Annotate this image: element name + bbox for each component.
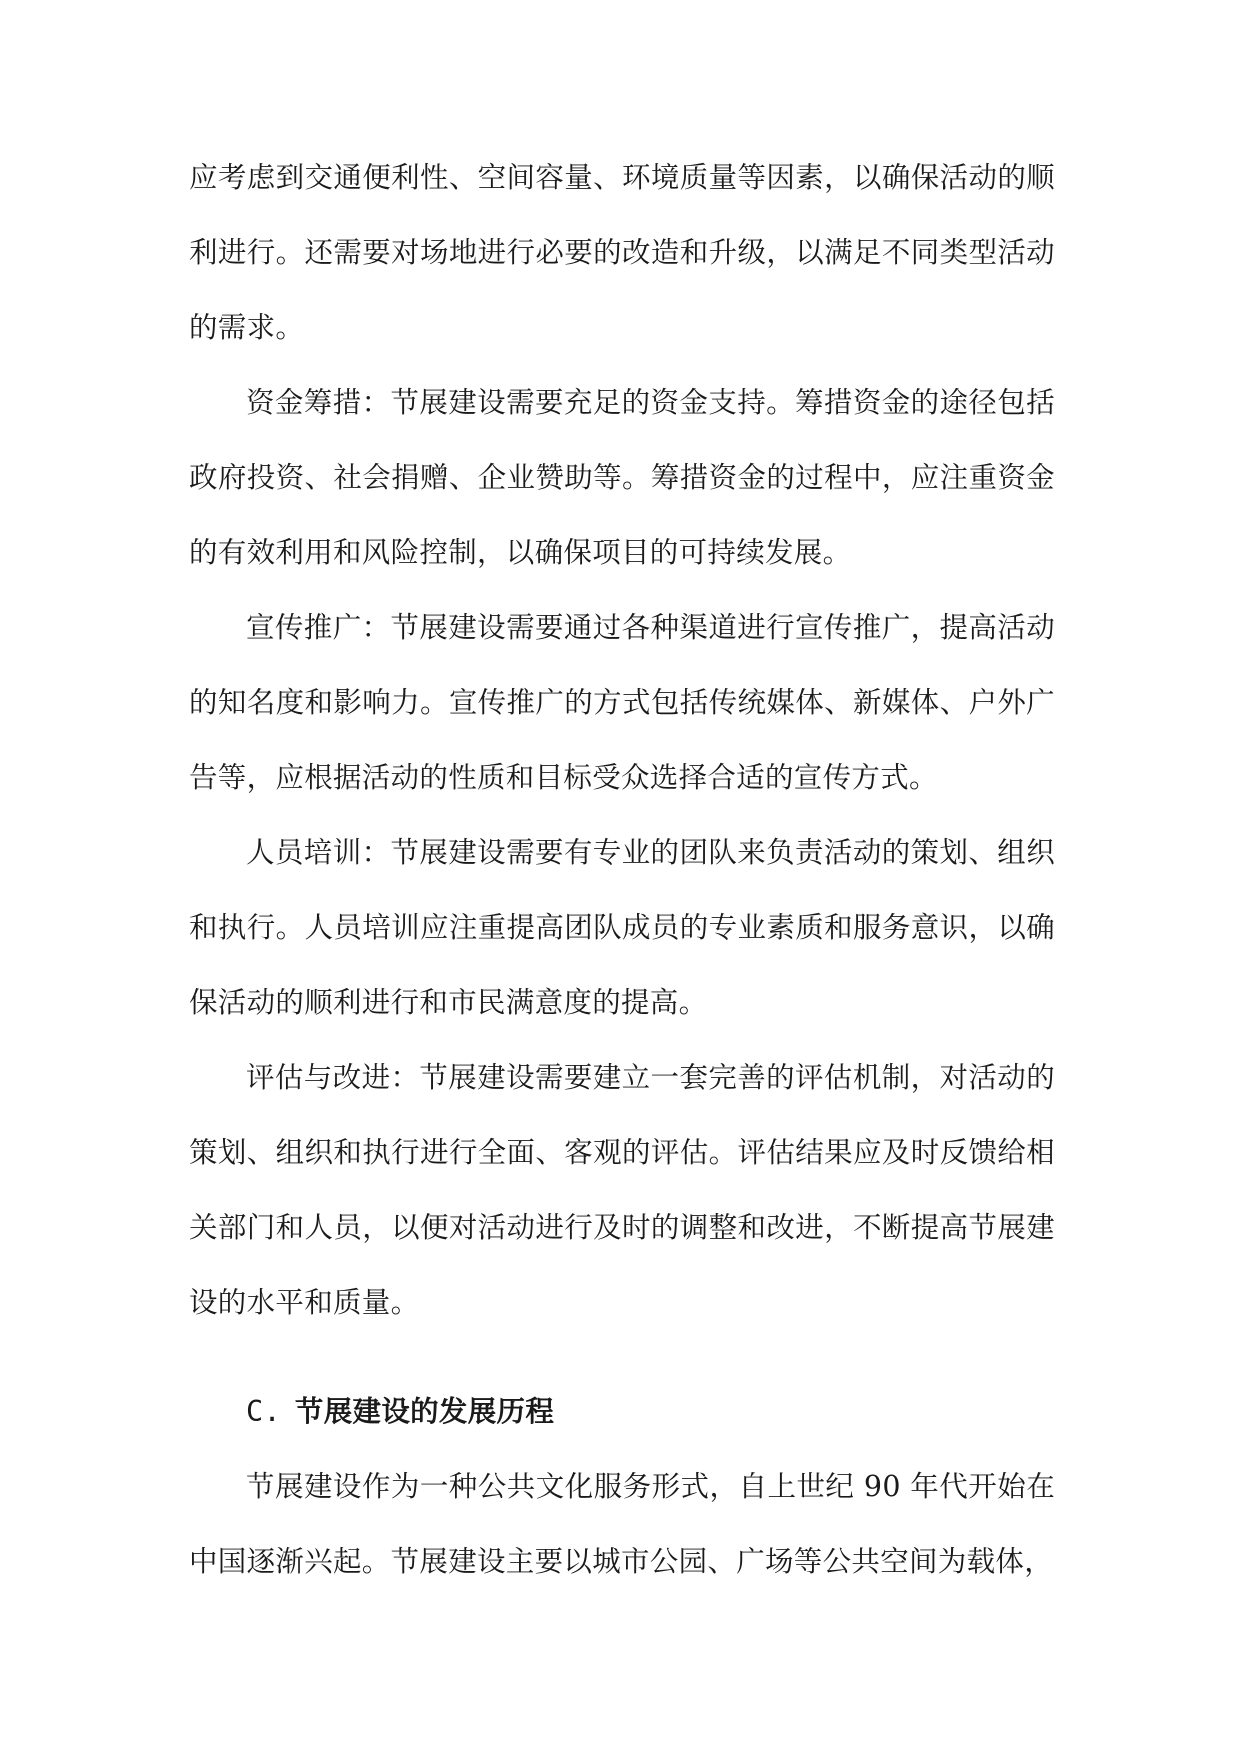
document-body [189,140,1055,1599]
paragraph-venue-continued: 应考虑到交通便利性、空间容量、环境质量等因素，以确保活动的顺利进行。还需要对场地进行必要的改造和升级，以满足不同类型活动的需求。 [189,161,1055,344]
paragraph-promotion: 宣传推广：节展建设需要通过各种渠道进行宣传推广，提高活动的知名度和影响力。宣传推广的方式包括传统媒体、新媒体、户外广告等，应根据活动的性质和目标受众选择合适的宣传方式。 [189,611,1055,794]
paragraph-history: 节展建设作为一种公共文化服务形式，自上世纪 90 年代开始在中国逐渐兴起。节展建设主要以城市公园、广场等公共空间为载体， [189,1470,1055,1578]
section-title: 节展建设的发展历程 [294,1394,555,1428]
section-heading [189,1374,1055,1449]
paragraph-training: 人员培训：节展建设需要有专业的团队来负责活动的策划、组织和执行。人员培训应注重提高团队成员的专业素质和服务意识，以确保活动的顺利进行和市民满意度的提高。 [189,836,1055,1019]
section-number: C. [246,1395,281,1428]
paragraph-funding: 资金筹措：节展建设需要充足的资金支持。筹措资金的途径包括政府投资、社会捐赠、企业赞助等。筹措资金的过程中，应注重资金的有效利用和风险控制，以确保项目的可持续发展。 [189,386,1055,569]
paragraph-evaluation: 评估与改进：节展建设需要建立一套完善的评估机制，对活动的策划、组织和执行进行全面、客观的评估。评估结果应及时反馈给相关部门和人员，以便对活动进行及时的调整和改进，不断提高节展建设的水平和质量。 [189,1061,1055,1319]
